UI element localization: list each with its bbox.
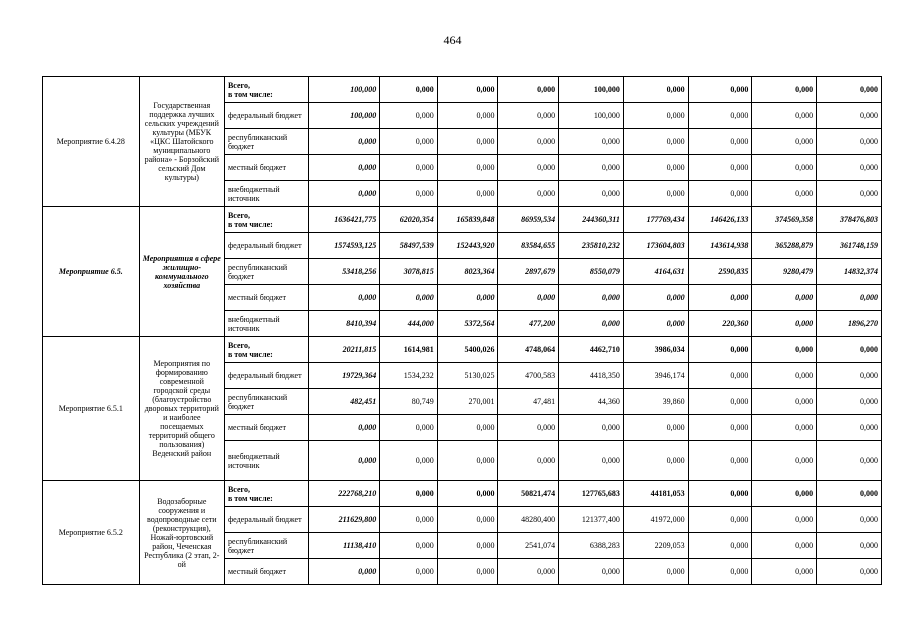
amount-cell: 0,000 xyxy=(437,181,498,207)
amount-cell: 100,000 xyxy=(559,103,624,129)
amount-cell: 0,000 xyxy=(752,481,817,507)
event-name: Мероприятие 6.5.1 xyxy=(43,337,140,481)
amount-cell: 0,000 xyxy=(623,285,688,311)
event-name: Мероприятие 6.5. xyxy=(43,207,140,337)
amount-cell: 0,000 xyxy=(752,103,817,129)
amount-cell: 9280,479 xyxy=(752,259,817,285)
amount-cell: 235810,232 xyxy=(559,233,624,259)
amount-cell: 244360,311 xyxy=(559,207,624,233)
amount-cell: 3078,815 xyxy=(380,259,438,285)
amount-cell: 0,000 xyxy=(688,389,752,415)
amount-cell: 0,000 xyxy=(688,533,752,559)
funding-source: Всего, в том числе: xyxy=(224,481,308,507)
amount-cell: 39,860 xyxy=(623,389,688,415)
amount-cell: 62020,354 xyxy=(380,207,438,233)
funding-source: внебюджетный источник xyxy=(224,181,308,207)
amount-cell: 5400,026 xyxy=(437,337,498,363)
amount-cell: 211629,800 xyxy=(309,507,380,533)
funding-source: республиканский бюджет xyxy=(224,129,308,155)
amount-cell: 0,000 xyxy=(309,415,380,441)
event-name: Мероприятие 6.4.28 xyxy=(43,77,140,207)
amount-cell: 0,000 xyxy=(752,311,817,337)
amount-cell: 0,000 xyxy=(498,559,559,585)
funding-source: местный бюджет xyxy=(224,415,308,441)
amount-cell: 0,000 xyxy=(817,103,882,129)
amount-cell: 2541,074 xyxy=(498,533,559,559)
amount-cell: 14832,374 xyxy=(817,259,882,285)
amount-cell: 0,000 xyxy=(498,415,559,441)
table-row xyxy=(43,77,882,103)
amount-cell: 165839,848 xyxy=(437,207,498,233)
amount-cell: 0,000 xyxy=(498,155,559,181)
funding-source: Всего, в том числе: xyxy=(224,77,308,103)
amount-cell: 0,000 xyxy=(380,415,438,441)
amount-cell: 0,000 xyxy=(752,77,817,103)
amount-cell: 4418,350 xyxy=(559,363,624,389)
amount-cell: 2897,679 xyxy=(498,259,559,285)
amount-cell: 3946,174 xyxy=(623,363,688,389)
amount-cell: 0,000 xyxy=(752,129,817,155)
amount-cell: 0,000 xyxy=(752,181,817,207)
funding-source: федеральный бюджет xyxy=(224,233,308,259)
amount-cell: 0,000 xyxy=(817,389,882,415)
amount-cell: 0,000 xyxy=(752,415,817,441)
amount-cell: 0,000 xyxy=(380,181,438,207)
amount-cell: 177769,434 xyxy=(623,207,688,233)
amount-cell: 0,000 xyxy=(559,311,624,337)
amount-cell: 220,360 xyxy=(688,311,752,337)
funding-source: федеральный бюджет xyxy=(224,363,308,389)
amount-cell: 0,000 xyxy=(688,337,752,363)
amount-cell: 0,000 xyxy=(817,337,882,363)
amount-cell: 0,000 xyxy=(752,363,817,389)
amount-cell: 80,749 xyxy=(380,389,438,415)
amount-cell: 0,000 xyxy=(688,363,752,389)
amount-cell: 0,000 xyxy=(559,155,624,181)
amount-cell: 444,000 xyxy=(380,311,438,337)
amount-cell: 0,000 xyxy=(309,155,380,181)
amount-cell: 0,000 xyxy=(623,181,688,207)
amount-cell: 20211,815 xyxy=(309,337,380,363)
amount-cell: 50821,474 xyxy=(498,481,559,507)
amount-cell: 143614,938 xyxy=(688,233,752,259)
amount-cell: 5130,025 xyxy=(437,363,498,389)
amount-cell: 0,000 xyxy=(817,415,882,441)
amount-cell: 0,000 xyxy=(752,155,817,181)
amount-cell: 0,000 xyxy=(309,181,380,207)
amount-cell: 0,000 xyxy=(817,155,882,181)
amount-cell: 86959,534 xyxy=(498,207,559,233)
amount-cell: 0,000 xyxy=(817,533,882,559)
budget-table xyxy=(42,76,882,585)
amount-cell: 0,000 xyxy=(752,559,817,585)
amount-cell: 0,000 xyxy=(623,311,688,337)
amount-cell: 0,000 xyxy=(498,441,559,481)
amount-cell: 0,000 xyxy=(437,481,498,507)
page-number: 464 xyxy=(443,33,462,47)
amount-cell: 58497,539 xyxy=(380,233,438,259)
amount-cell: 0,000 xyxy=(437,507,498,533)
amount-cell: 0,000 xyxy=(688,103,752,129)
funding-source: федеральный бюджет xyxy=(224,103,308,129)
amount-cell: 127765,683 xyxy=(559,481,624,507)
amount-cell: 0,000 xyxy=(380,285,438,311)
amount-cell: 0,000 xyxy=(437,441,498,481)
amount-cell: 2590,835 xyxy=(688,259,752,285)
amount-cell: 0,000 xyxy=(380,533,438,559)
amount-cell: 4164,631 xyxy=(623,259,688,285)
amount-cell: 0,000 xyxy=(437,103,498,129)
funding-source: местный бюджет xyxy=(224,155,308,181)
amount-cell: 0,000 xyxy=(817,481,882,507)
amount-cell: 0,000 xyxy=(817,129,882,155)
amount-cell: 2209,053 xyxy=(623,533,688,559)
amount-cell: 41972,000 xyxy=(623,507,688,533)
amount-cell: 152443,920 xyxy=(437,233,498,259)
amount-cell: 0,000 xyxy=(752,285,817,311)
amount-cell: 0,000 xyxy=(752,441,817,481)
amount-cell: 0,000 xyxy=(380,441,438,481)
amount-cell: 0,000 xyxy=(688,285,752,311)
amount-cell: 4700,583 xyxy=(498,363,559,389)
amount-cell: 0,000 xyxy=(309,441,380,481)
amount-cell: 0,000 xyxy=(623,129,688,155)
event-description: Государственная поддержка лучших сельских учреждений культуры (МБУК «ЦКС Шатойского муниципального района» - Борзойский сельский Дом культуры) xyxy=(139,77,224,207)
amount-cell: 0,000 xyxy=(380,103,438,129)
amount-cell: 0,000 xyxy=(817,181,882,207)
amount-cell: 4462,710 xyxy=(559,337,624,363)
amount-cell: 0,000 xyxy=(623,103,688,129)
event-description: Мероприятия по формированию современной городской среды (благоустройство дворовых территорий и наиболее посещаемых территорий общего пользования) Веденский район xyxy=(139,337,224,481)
amount-cell: 0,000 xyxy=(752,337,817,363)
amount-cell: 1574593,125 xyxy=(309,233,380,259)
amount-cell: 0,000 xyxy=(623,441,688,481)
amount-cell: 0,000 xyxy=(623,155,688,181)
event-description: Мероприятия в сфере жилищно-коммунального хозяйства xyxy=(139,207,224,337)
amount-cell: 48280,400 xyxy=(498,507,559,533)
amount-cell: 0,000 xyxy=(437,415,498,441)
amount-cell: 0,000 xyxy=(623,559,688,585)
amount-cell: 146426,133 xyxy=(688,207,752,233)
amount-cell: 5372,564 xyxy=(437,311,498,337)
amount-cell: 0,000 xyxy=(437,285,498,311)
funding-source: внебюджетный источник xyxy=(224,311,308,337)
amount-cell: 47,481 xyxy=(498,389,559,415)
amount-cell: 0,000 xyxy=(623,415,688,441)
amount-cell: 0,000 xyxy=(380,129,438,155)
amount-cell: 365288,879 xyxy=(752,233,817,259)
amount-cell: 0,000 xyxy=(817,285,882,311)
table-row xyxy=(43,207,882,233)
table-row xyxy=(43,337,882,363)
amount-cell: 121377,400 xyxy=(559,507,624,533)
amount-cell: 477,200 xyxy=(498,311,559,337)
amount-cell: 0,000 xyxy=(817,441,882,481)
amount-cell: 482,451 xyxy=(309,389,380,415)
amount-cell: 222768,210 xyxy=(309,481,380,507)
funding-source: местный бюджет xyxy=(224,559,308,585)
amount-cell: 0,000 xyxy=(437,77,498,103)
amount-cell: 0,000 xyxy=(498,77,559,103)
amount-cell: 44181,053 xyxy=(623,481,688,507)
funding-source: местный бюджет xyxy=(224,285,308,311)
amount-cell: 0,000 xyxy=(559,415,624,441)
amount-cell: 0,000 xyxy=(380,155,438,181)
amount-cell: 0,000 xyxy=(309,559,380,585)
amount-cell: 4748,064 xyxy=(498,337,559,363)
amount-cell: 0,000 xyxy=(688,415,752,441)
amount-cell: 8550,079 xyxy=(559,259,624,285)
amount-cell: 0,000 xyxy=(498,103,559,129)
amount-cell: 0,000 xyxy=(817,559,882,585)
amount-cell: 83584,655 xyxy=(498,233,559,259)
amount-cell: 0,000 xyxy=(688,441,752,481)
amount-cell: 1614,981 xyxy=(380,337,438,363)
amount-cell: 100,000 xyxy=(309,77,380,103)
funding-source: республиканский бюджет xyxy=(224,389,308,415)
amount-cell: 0,000 xyxy=(437,559,498,585)
funding-source: республиканский бюджет xyxy=(224,533,308,559)
amount-cell: 0,000 xyxy=(688,559,752,585)
funding-source: внебюджетный источник xyxy=(224,441,308,481)
amount-cell: 0,000 xyxy=(380,77,438,103)
amount-cell: 0,000 xyxy=(559,181,624,207)
amount-cell: 0,000 xyxy=(817,507,882,533)
table-row xyxy=(43,481,882,507)
amount-cell: 0,000 xyxy=(688,481,752,507)
amount-cell: 378476,803 xyxy=(817,207,882,233)
amount-cell: 0,000 xyxy=(817,363,882,389)
amount-cell: 0,000 xyxy=(380,559,438,585)
amount-cell: 19729,364 xyxy=(309,363,380,389)
funding-source: Всего, в том числе: xyxy=(224,207,308,233)
amount-cell: 0,000 xyxy=(688,181,752,207)
amount-cell: 1636421,775 xyxy=(309,207,380,233)
amount-cell: 0,000 xyxy=(380,481,438,507)
amount-cell: 11138,410 xyxy=(309,533,380,559)
amount-cell: 0,000 xyxy=(817,77,882,103)
amount-cell: 0,000 xyxy=(559,285,624,311)
amount-cell: 0,000 xyxy=(437,533,498,559)
amount-cell: 0,000 xyxy=(688,77,752,103)
amount-cell: 0,000 xyxy=(498,181,559,207)
funding-source: республиканский бюджет xyxy=(224,259,308,285)
event-description: Водозаборные сооружения и водопроводные сети (реконструкция), Ножай-юртовский район, Чеченская Республика (2 этап, 2-ой xyxy=(139,481,224,585)
amount-cell: 6388,283 xyxy=(559,533,624,559)
amount-cell: 53418,256 xyxy=(309,259,380,285)
amount-cell: 0,000 xyxy=(437,129,498,155)
amount-cell: 0,000 xyxy=(752,507,817,533)
amount-cell: 0,000 xyxy=(559,559,624,585)
amount-cell: 0,000 xyxy=(752,389,817,415)
amount-cell: 100,000 xyxy=(559,77,624,103)
amount-cell: 0,000 xyxy=(309,285,380,311)
amount-cell: 1534,232 xyxy=(380,363,438,389)
amount-cell: 100,000 xyxy=(309,103,380,129)
amount-cell: 0,000 xyxy=(688,129,752,155)
funding-source: Всего, в том числе: xyxy=(224,337,308,363)
amount-cell: 270,001 xyxy=(437,389,498,415)
amount-cell: 0,000 xyxy=(688,507,752,533)
event-name: Мероприятие 6.5.2 xyxy=(43,481,140,585)
amount-cell: 44,360 xyxy=(559,389,624,415)
amount-cell: 0,000 xyxy=(380,507,438,533)
amount-cell: 0,000 xyxy=(559,129,624,155)
amount-cell: 0,000 xyxy=(688,155,752,181)
amount-cell: 173604,803 xyxy=(623,233,688,259)
amount-cell: 374569,358 xyxy=(752,207,817,233)
amount-cell: 8023,364 xyxy=(437,259,498,285)
amount-cell: 8410,394 xyxy=(309,311,380,337)
amount-cell: 0,000 xyxy=(498,129,559,155)
amount-cell: 0,000 xyxy=(437,155,498,181)
amount-cell: 0,000 xyxy=(498,285,559,311)
amount-cell: 0,000 xyxy=(559,441,624,481)
amount-cell: 361748,159 xyxy=(817,233,882,259)
amount-cell: 0,000 xyxy=(752,533,817,559)
funding-source: федеральный бюджет xyxy=(224,507,308,533)
amount-cell: 3986,034 xyxy=(623,337,688,363)
amount-cell: 0,000 xyxy=(623,77,688,103)
amount-cell: 0,000 xyxy=(309,129,380,155)
amount-cell: 1896,270 xyxy=(817,311,882,337)
